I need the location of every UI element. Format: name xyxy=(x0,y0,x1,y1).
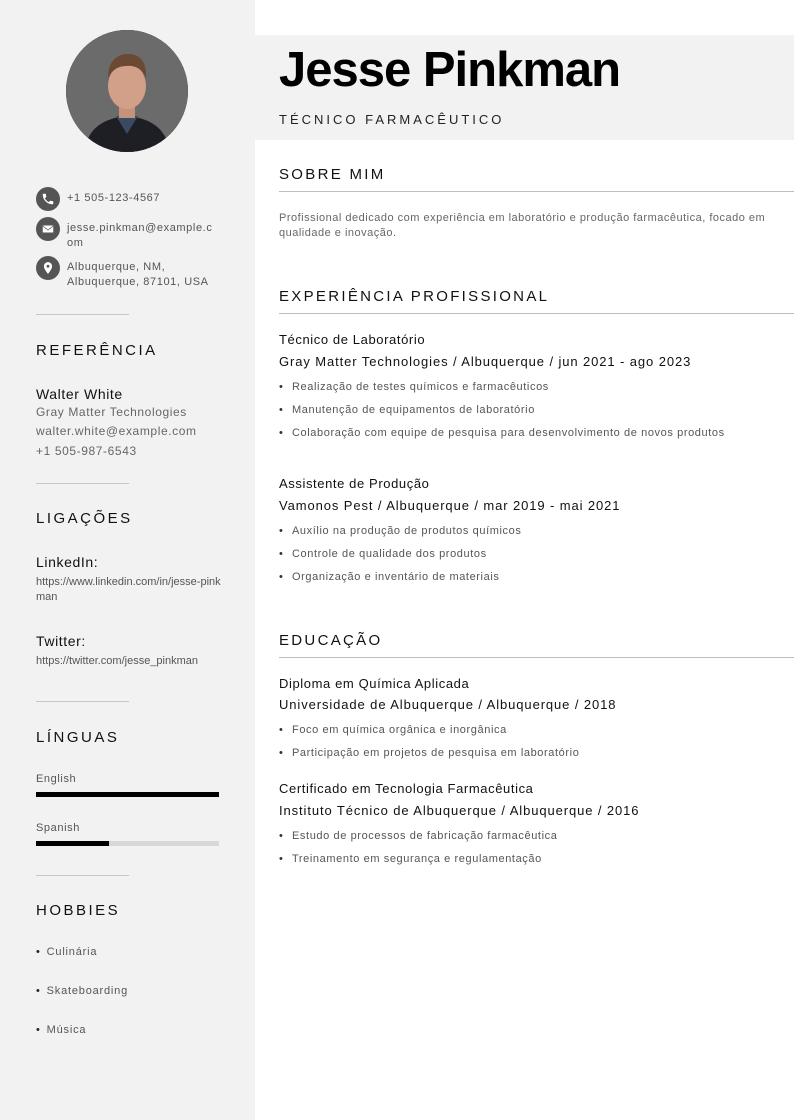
job-bullet: • Organização e inventário de materiais xyxy=(279,570,749,585)
reference-name: Walter White xyxy=(36,386,123,402)
divider xyxy=(36,483,129,484)
language-level-fill xyxy=(36,792,219,797)
job-title: Assistente de Produção xyxy=(279,476,430,491)
contact-phone[interactable] xyxy=(36,187,226,211)
email-text: jesse.pinkman@example.com xyxy=(67,222,213,249)
hobby-item: • Skateboarding xyxy=(36,985,128,997)
job-bullet: • Auxílio na produção de produtos químicos xyxy=(279,524,749,539)
education-bullet: • Foco em química orgânica e inorgânica xyxy=(279,723,749,738)
contact-email[interactable] xyxy=(36,217,226,251)
education-title: Diploma em Química Aplicada xyxy=(279,676,470,691)
reference-phone: +1 505-987-6543 xyxy=(36,444,137,458)
divider xyxy=(36,875,129,876)
about-heading: SOBRE MIM xyxy=(279,166,386,183)
reference-email[interactable]: walter.white@example.com xyxy=(36,424,197,438)
education-bullet: • Estudo de processos de fabricação farmacêutica xyxy=(279,829,749,844)
language-name: Spanish xyxy=(36,822,80,834)
mail-icon xyxy=(36,217,60,241)
linkedin-link[interactable]: https://www.linkedin.com/in/jesse-pinkman xyxy=(36,576,221,603)
job-title: Técnico de Laboratório xyxy=(279,332,426,347)
language-name: English xyxy=(36,773,77,785)
hobby-item: • Música xyxy=(36,1024,86,1036)
job-bullet: • Realização de testes químicos e farmacêuticos xyxy=(279,380,749,395)
hobby-item: • Culinária xyxy=(36,946,97,958)
section-rule xyxy=(279,657,794,658)
twitter-link[interactable]: https://twitter.com/jesse_pinkman xyxy=(36,655,199,667)
linkedin-label: LinkedIn: xyxy=(36,554,99,570)
experience-heading: EXPERIÊNCIA PROFISSIONAL xyxy=(279,288,550,305)
hobbies-heading: HOBBIES xyxy=(36,902,121,919)
avatar-icon xyxy=(66,30,188,152)
section-rule xyxy=(279,191,794,192)
reference-company: Gray Matter Technologies xyxy=(36,405,187,419)
job-bullet: • Controle de qualidade dos produtos xyxy=(279,547,749,562)
job-bullet: • Colaboração com equipe de pesquisa para desenvolvimento de novos produtos xyxy=(279,426,729,441)
phone-icon xyxy=(36,187,60,211)
divider xyxy=(36,701,129,702)
language-level-fill xyxy=(36,841,109,846)
reference-heading: REFERÊNCIA xyxy=(36,342,158,359)
section-rule xyxy=(279,313,794,314)
education-institution-line: Instituto Técnico de Albuquerque / Albuquerque / 2016 xyxy=(279,803,640,818)
job-company-line: Vamonos Pest / Albuquerque / mar 2019 - mai 2021 xyxy=(279,498,621,513)
language-level-bar xyxy=(36,792,219,797)
divider xyxy=(36,314,129,315)
location-pin-icon xyxy=(36,256,60,280)
about-text: Profissional dedicado com experiência em laboratório e produção farmacêutica, focado em qualidade e inovação. xyxy=(279,212,766,239)
links-heading: LIGAÇÕES xyxy=(36,510,133,527)
education-institution-line: Universidade de Albuquerque / Albuquerque / 2018 xyxy=(279,697,617,712)
address-text: Albuquerque, NM, Albuquerque, 87101, USA xyxy=(67,261,209,288)
education-bullet: • Treinamento em segurança e regulamentação xyxy=(279,852,749,867)
job-company-line: Gray Matter Technologies / Albuquerque / jun 2021 - ago 2023 xyxy=(279,354,692,369)
phone-text: +1 505-123-4567 xyxy=(67,192,161,204)
twitter-label: Twitter: xyxy=(36,633,86,649)
education-bullet: • Participação em projetos de pesquisa em laboratório xyxy=(279,746,749,761)
profile-photo xyxy=(66,30,188,152)
contact-address xyxy=(36,256,226,290)
education-title: Certificado em Tecnologia Farmacêutica xyxy=(279,781,534,796)
education-heading: EDUCAÇÃO xyxy=(279,632,383,649)
job-role: TÉCNICO FARMACÊUTICO xyxy=(279,112,505,127)
language-level-bar xyxy=(36,841,219,846)
languages-heading: LÍNGUAS xyxy=(36,729,120,746)
job-bullet: • Manutenção de equipamentos de laboratório xyxy=(279,403,749,418)
person-name: Jesse Pinkman xyxy=(279,43,621,97)
